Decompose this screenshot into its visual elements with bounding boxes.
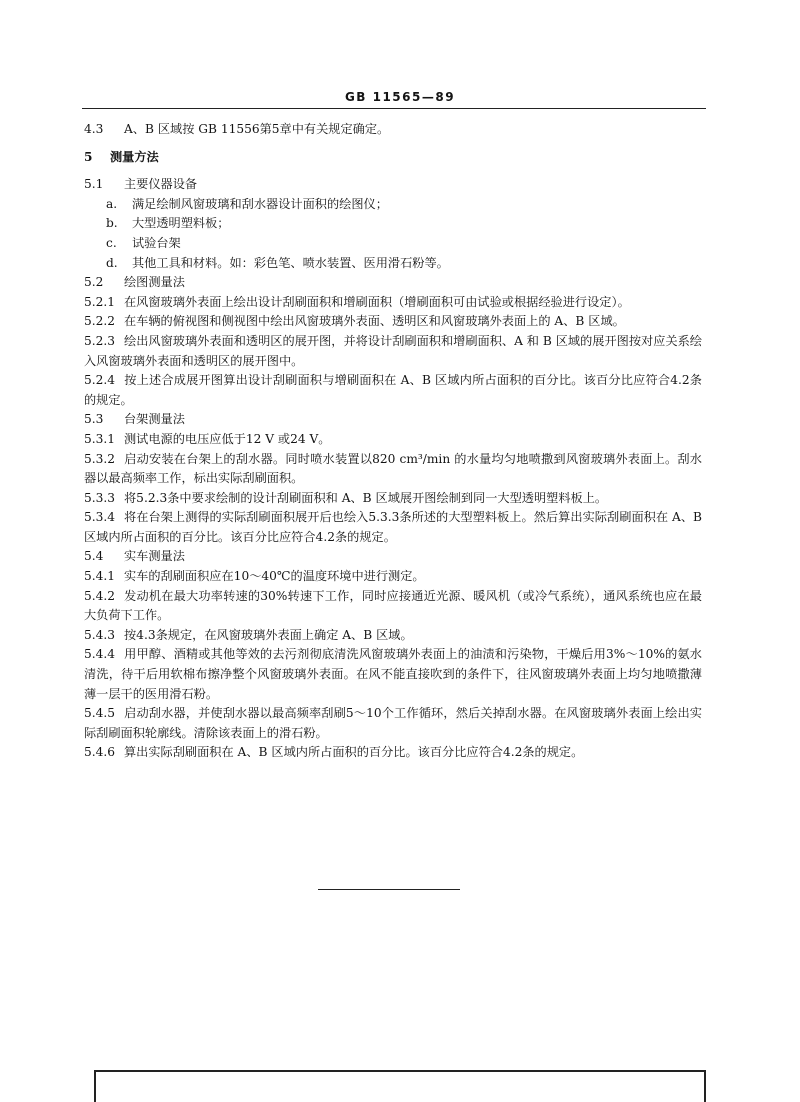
clause-text: 绘出风窗玻璃外表面和透明区的展开图，并将设计刮刷面积和增刷面积、A 和 B 区域的展开图按对应关系绘入风窗玻璃外表面和透明区的展开图中。 bbox=[84, 333, 702, 368]
section-number: 5 bbox=[84, 149, 93, 164]
clause-number: 5.2.3 bbox=[84, 333, 116, 348]
clause-text: 启动安装在台架上的刮水器。同时喷水装置以820 cm³/min 的水量均匀地喷撒到风窗玻璃外表面上。刮水器以最高频率工作，标出实际刮刷面积。 bbox=[84, 451, 702, 486]
list-marker: d. bbox=[106, 255, 118, 270]
list-text: 大型透明塑料板； bbox=[132, 216, 230, 231]
clause-text: 用甲醇、酒精或其他等效的去污剂彻底清洗风窗玻璃外表面上的油渍和污染物，干燥后用3%～10%的氨水清洗，待干后用软棉布擦净整个风窗玻璃外表面。在风不能直接吹到的条件下，往风窗玻璃外表面上均匀地喷撒薄薄一层干的医用滑石粉。 bbox=[84, 647, 702, 701]
clause-text: 按上述合成展开图算出设计刮刷面积与增刷面积在 A、B 区域内所占面积的百分比。该百分比应符合4.2条的规定。 bbox=[84, 373, 702, 407]
clause-text: 在风窗玻璃外表面上绘出设计刮刷面积和增刷面积（增刷面积可由试验或根据经验进行设定）。 bbox=[124, 294, 630, 309]
clause-text: 发动机在最大功率转速的30%转速下工作，同时应接通近光源、暖风机（或冷气系统），通风系统也应在最大负荷下工作。 bbox=[84, 588, 702, 623]
list-marker: c. bbox=[106, 235, 117, 250]
clause-5-3-2 bbox=[84, 450, 702, 489]
list-marker: a. bbox=[106, 196, 118, 211]
clause-5-2-3 bbox=[84, 332, 702, 371]
clause-number: 5.4.1 bbox=[84, 569, 116, 584]
clause-text: 按4.3条规定，在风窗玻璃外表面上确定 A、B 区域。 bbox=[124, 627, 413, 642]
clause-text: 算出实际刮刷面积在 A、B 区域内所占面积的百分比。该百分比应符合4.2条的规定。 bbox=[124, 745, 584, 760]
list-item bbox=[84, 214, 702, 234]
list-text: 其他工具和材料。如：彩色笔、喷水装置、医用滑石粉等。 bbox=[132, 255, 449, 270]
clause-5-4-3 bbox=[84, 626, 702, 646]
clause-number: 5.4.5 bbox=[84, 706, 116, 721]
list-text: 满足绘制风窗玻璃和刮水器设计面积的绘图仪； bbox=[132, 196, 388, 211]
end-of-document-rule bbox=[318, 889, 460, 890]
clause-number: 5.4.4 bbox=[84, 647, 116, 662]
clause-5-4-2 bbox=[84, 587, 702, 626]
clause-5-3 bbox=[84, 410, 702, 430]
clause-number: 5.3.1 bbox=[84, 431, 116, 446]
clause-number: 5.2 bbox=[84, 275, 104, 290]
clause-5-4 bbox=[84, 547, 702, 567]
clause-5-3-1 bbox=[84, 430, 702, 450]
clause-title: 主要仪器设备 bbox=[124, 177, 198, 192]
clause-number: 5.3.4 bbox=[84, 510, 116, 525]
header-rule bbox=[82, 108, 706, 109]
clause-5-2-1 bbox=[84, 293, 702, 313]
clause-text: 将在台架上测得的实际刮刷面积展开后也绘入5.3.3条所述的大型塑料板上。然后算出实际刮刷面积在 A、B 区域内所占面积的百分比。该百分比应符合4.2条的规定。 bbox=[84, 510, 702, 544]
section-5-heading bbox=[84, 148, 702, 168]
clause-text: 在车辆的俯视图和侧视图中绘出风窗玻璃外表面、透明区和风窗玻璃外表面上的 A、B 区域。 bbox=[124, 314, 625, 329]
clause-number: 5.1 bbox=[84, 177, 104, 192]
clause-title: 绘图测量法 bbox=[124, 275, 185, 290]
list-item bbox=[84, 254, 702, 274]
clause-number: 5.4.3 bbox=[84, 627, 116, 642]
clause-number: 4.3 bbox=[84, 122, 104, 136]
document-body bbox=[84, 120, 702, 763]
list-text: 试验台架 bbox=[132, 235, 181, 250]
clause-number: 5.3 bbox=[84, 412, 104, 427]
clause-5-2-4 bbox=[84, 371, 702, 410]
standard-number-header: GB 11565—89 bbox=[344, 90, 456, 104]
clause-5-3-4 bbox=[84, 508, 702, 547]
clause-4-3 bbox=[84, 120, 702, 140]
clause-5-4-4 bbox=[84, 645, 702, 704]
clause-number: 5.3.3 bbox=[84, 490, 116, 505]
clause-number: 5.4.2 bbox=[84, 588, 116, 603]
clause-5-4-6 bbox=[84, 743, 702, 763]
list-item bbox=[84, 234, 702, 254]
list-item bbox=[84, 195, 702, 215]
clause-title: 实车测量法 bbox=[124, 549, 185, 564]
section-title: 测量方法 bbox=[110, 149, 159, 164]
list-marker: b. bbox=[106, 216, 118, 231]
clause-5-4-5 bbox=[84, 704, 702, 743]
clause-text: 测试电源的电压应低于12 V 或24 V。 bbox=[124, 431, 331, 446]
clause-5-1 bbox=[84, 175, 702, 195]
clause-number: 5.4 bbox=[84, 549, 104, 564]
clause-5-2-2 bbox=[84, 312, 702, 332]
clause-text: 启动刮水器，并使刮水器以最高频率刮刷5～10个工作循环，然后关掉刮水器。在风窗玻璃外表面上绘出实际刮刷面积轮廓线。清除该表面上的滑石粉。 bbox=[84, 706, 702, 740]
clause-5-3-3 bbox=[84, 489, 702, 509]
clause-text: 将5.2.3条中要求绘制的设计刮刷面积和 A、B 区域展开图绘制到同一大型透明塑料板上。 bbox=[124, 490, 608, 505]
clause-text: A、B 区域按 GB 11556第5章中有关规定确定。 bbox=[124, 122, 390, 136]
clause-text: 实车的刮刷面积应在10～40℃的温度环境中进行测定。 bbox=[124, 569, 425, 584]
clause-number: 5.3.2 bbox=[84, 451, 116, 466]
clause-5-2 bbox=[84, 273, 702, 293]
clause-number: 5.2.4 bbox=[84, 373, 116, 388]
clause-number: 5.2.1 bbox=[84, 294, 116, 309]
clause-number: 5.4.6 bbox=[84, 745, 116, 760]
footer-frame bbox=[94, 1070, 706, 1102]
clause-title: 台架测量法 bbox=[124, 412, 185, 427]
clause-number: 5.2.2 bbox=[84, 314, 116, 329]
clause-5-4-1 bbox=[84, 567, 702, 587]
